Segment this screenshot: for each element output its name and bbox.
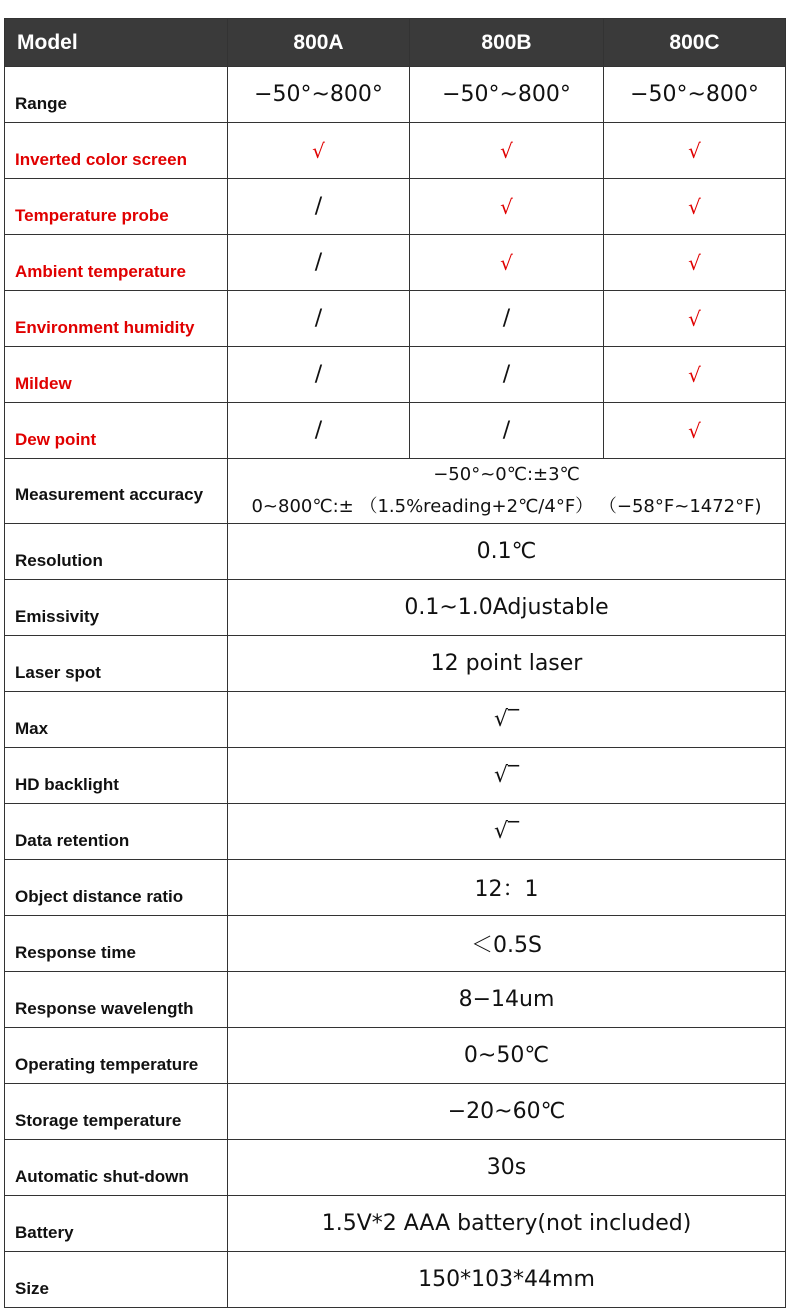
slash-mark: / xyxy=(410,347,604,403)
check-mark: √ xyxy=(604,347,786,403)
table-row-response-wavelength xyxy=(5,972,786,1028)
row-value: 1.5V*2 AAA battery(not included) xyxy=(228,1196,786,1252)
check-mark: √‾ xyxy=(228,748,786,804)
check-mark: √ xyxy=(410,179,604,235)
slash-mark: / xyxy=(410,403,604,459)
table-row-automatic-shut-down xyxy=(5,1140,786,1196)
check-mark: √ xyxy=(410,235,604,291)
row-label: Battery xyxy=(5,1196,228,1252)
row-label: Dew point xyxy=(5,403,228,459)
row-label: Data retention xyxy=(5,804,228,860)
row-label: Mildew xyxy=(5,347,228,403)
row-label: Range xyxy=(5,67,228,123)
header-model: Model xyxy=(5,19,228,67)
check-mark: √ xyxy=(604,291,786,347)
row-value: 30s xyxy=(228,1140,786,1196)
check-mark: √ xyxy=(410,123,604,179)
slash-mark: / xyxy=(228,179,410,235)
table-row-max xyxy=(5,692,786,748)
accuracy-line-1: −50°~0℃:±3℃ xyxy=(433,464,580,485)
spec-body xyxy=(5,67,786,1308)
row-value: ＜0.5S xyxy=(228,916,786,972)
slash-mark: / xyxy=(228,403,410,459)
row-label: Measurement accuracy xyxy=(5,459,228,524)
row-label: Storage temperature xyxy=(5,1084,228,1140)
row-label: Inverted color screen xyxy=(5,123,228,179)
row-label: Response wavelength xyxy=(5,972,228,1028)
table-row-mildew xyxy=(5,347,786,403)
accuracy-values xyxy=(228,459,786,524)
table-row-measurement-accuracy xyxy=(5,459,786,524)
table-row-storage-temperature xyxy=(5,1084,786,1140)
table-row-resolution xyxy=(5,524,786,580)
row-value: 8−14um xyxy=(228,972,786,1028)
row-label: Resolution xyxy=(5,524,228,580)
check-mark: √ xyxy=(604,235,786,291)
row-value: 12 point laser xyxy=(228,636,786,692)
spec-table xyxy=(4,18,786,1308)
check-mark: √ xyxy=(604,123,786,179)
table-row-battery xyxy=(5,1196,786,1252)
row-label: Operating temperature xyxy=(5,1028,228,1084)
table-row-dew-point xyxy=(5,403,786,459)
row-value: 0.1~1.0Adjustable xyxy=(228,580,786,636)
row-value: −20~60℃ xyxy=(228,1084,786,1140)
slash-mark: / xyxy=(410,291,604,347)
row-label: Size xyxy=(5,1252,228,1308)
slash-mark: / xyxy=(228,347,410,403)
table-row-hd-backlight xyxy=(5,748,786,804)
header-800c: 800C xyxy=(604,19,786,67)
check-mark: √ xyxy=(604,179,786,235)
row-label: Max xyxy=(5,692,228,748)
table-row-inverted-color-screen xyxy=(5,123,786,179)
check-mark: √ xyxy=(228,123,410,179)
row-label: Response time xyxy=(5,916,228,972)
table-row-environment-humidity xyxy=(5,291,786,347)
check-mark: √‾ xyxy=(228,692,786,748)
check-mark: √‾ xyxy=(228,804,786,860)
row-label: Laser spot xyxy=(5,636,228,692)
row-label: Temperature probe xyxy=(5,179,228,235)
table-row-data-retention xyxy=(5,804,786,860)
slash-mark: / xyxy=(228,235,410,291)
row-label: Environment humidity xyxy=(5,291,228,347)
table-row-operating-temperature xyxy=(5,1028,786,1084)
cell-800c: −50°~800° xyxy=(604,67,786,123)
row-value: 0.1℃ xyxy=(228,524,786,580)
accuracy-line-2: 0~800℃:± （1.5%reading+2℃/4°F） （−58°F~1472°F) xyxy=(251,496,762,517)
table-row-temperature-probe xyxy=(5,179,786,235)
cell-800b: −50°~800° xyxy=(410,67,604,123)
table-row-response-time xyxy=(5,916,786,972)
table-row-object-distance-ratio xyxy=(5,860,786,916)
row-label: Ambient temperature xyxy=(5,235,228,291)
row-label: Automatic shut-down xyxy=(5,1140,228,1196)
table-row-emissivity xyxy=(5,580,786,636)
row-label: HD backlight xyxy=(5,748,228,804)
slash-mark: / xyxy=(228,291,410,347)
table-row-range xyxy=(5,67,786,123)
row-label: Object distance ratio xyxy=(5,860,228,916)
cell-800a: −50°~800° xyxy=(228,67,410,123)
row-value: 0~50℃ xyxy=(228,1028,786,1084)
row-label: Emissivity xyxy=(5,580,228,636)
table-row-ambient-temperature xyxy=(5,235,786,291)
header-800b: 800B xyxy=(410,19,604,67)
row-value: 150*103*44mm xyxy=(228,1252,786,1308)
header-800a: 800A xyxy=(228,19,410,67)
table-row-size xyxy=(5,1252,786,1308)
row-value: 12：1 xyxy=(228,860,786,916)
table-row-laser-spot xyxy=(5,636,786,692)
header-row xyxy=(5,19,786,67)
check-mark: √ xyxy=(604,403,786,459)
